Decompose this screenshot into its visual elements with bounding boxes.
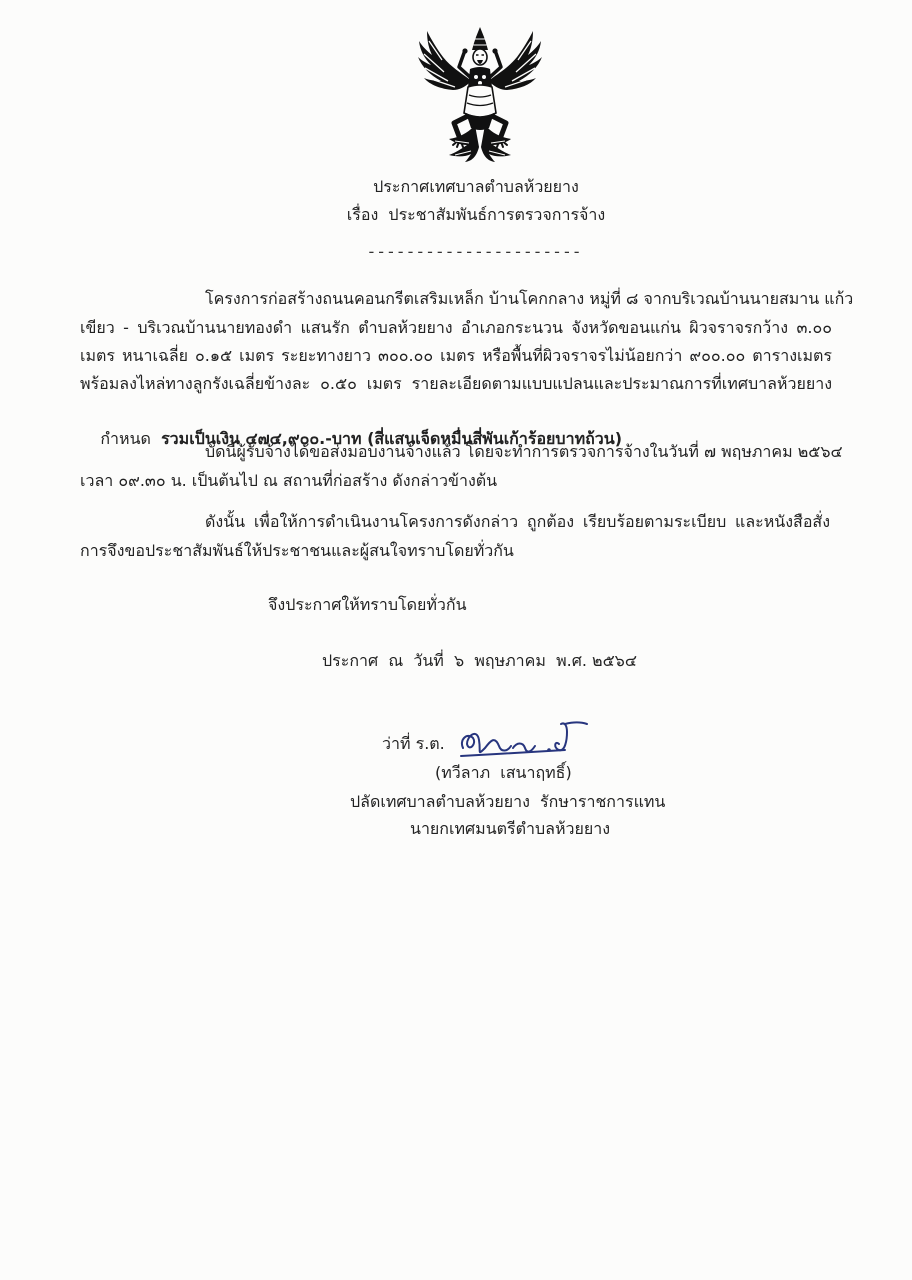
signer-name: (ทวีลาภ เสนาฤทธิ์) — [435, 763, 572, 782]
paragraph1-total-line — [80, 397, 623, 448]
paragraph3-line: ดังนั้น เพื่อให้การดำเนินงานโครงการดังกล่าว ถูกต้อง เรียบร้อยตามระเบียบ และหนังสือสั่ง — [205, 512, 830, 531]
paragraph3-line: การจึงขอประชาสัมพันธ์ให้ประชาชนและผู้สนใจทราบโดยทั่วกัน — [80, 541, 514, 560]
paragraph2-line: บัดนี้ผู้รับจ้างได้ขอส่งมอบงานจ้างแล้ว โดยจะทำการตรวจการจ้างในวันที่ ๗ พฤษภาคม ๒๕๖๔ — [205, 442, 843, 461]
paragraph1-line: เมตร หนาเฉลี่ย ๐.๑๕ เมตร ระยะทางยาว ๓๐๐.๐๐ เมตร หรือพื้นที่ผิวจราจรไม่น้อยกว่า ๙๐๐.๐๐ ตารางเมตร — [80, 346, 832, 365]
signer-position: ปลัดเทศบาลตำบลห้วยยาง รักษาราชการแทน — [350, 792, 666, 811]
closing-statement: จึงประกาศให้ทราบโดยทั่วกัน — [268, 595, 467, 614]
paragraph1-line: โครงการก่อสร้างถนนคอนกรีตเสริมเหล็ก บ้านโคกกลาง หมู่ที่ ๘ จากบริเวณบ้านนายสมาน แก้ว — [205, 289, 854, 308]
signer-position-acting-for: นายกเทศมนตรีตำบลห้วยยาง — [410, 819, 611, 838]
garuda-emblem-icon — [415, 27, 545, 162]
announcement-subject: เรื่อง ประชาสัมพันธ์การตรวจการจ้าง — [346, 205, 606, 224]
announcement-title: ประกาศเทศบาลตำบลห้วยยาง — [373, 177, 579, 196]
paragraph2-line: เวลา ๐๙.๓๐ น. เป็นต้นไป ณ สถานที่ก่อสร้าง ดังกล่าวข้างต้น — [80, 471, 498, 490]
signer-rank: ว่าที่ ร.ต. — [382, 734, 445, 753]
paragraph1-line: เขียว - บริเวณบ้านนายทองดำ แสนรัก ตำบลห้วยยาง อำเภอกระนวน จังหวัดขอนแก่น ผิวจราจรกว้าง ๓.๐๐ — [80, 318, 832, 337]
total-amount: รวมเป็นเงิน ๔๗๔,๙๐๐.-บาท (สี่แสนเจ็ดหมื่นสี่พันเก้าร้อยบาทถ้วน) — [161, 429, 623, 448]
header-separator: ---------------------- — [368, 242, 584, 261]
paragraph1-line: พร้อมลงไหล่ทางลูกรังเฉลี่ยข้างละ ๐.๕๐ เมตร รายละเอียดตามแบบแปลนและประมาณการที่เทศบาลห้วยยาง — [80, 374, 832, 393]
total-prefix: กำหนด — [100, 429, 162, 448]
announcement-date: ประกาศ ณ วันที่ ๖ พฤษภาคม พ.ศ. ๒๕๖๔ — [322, 651, 637, 670]
